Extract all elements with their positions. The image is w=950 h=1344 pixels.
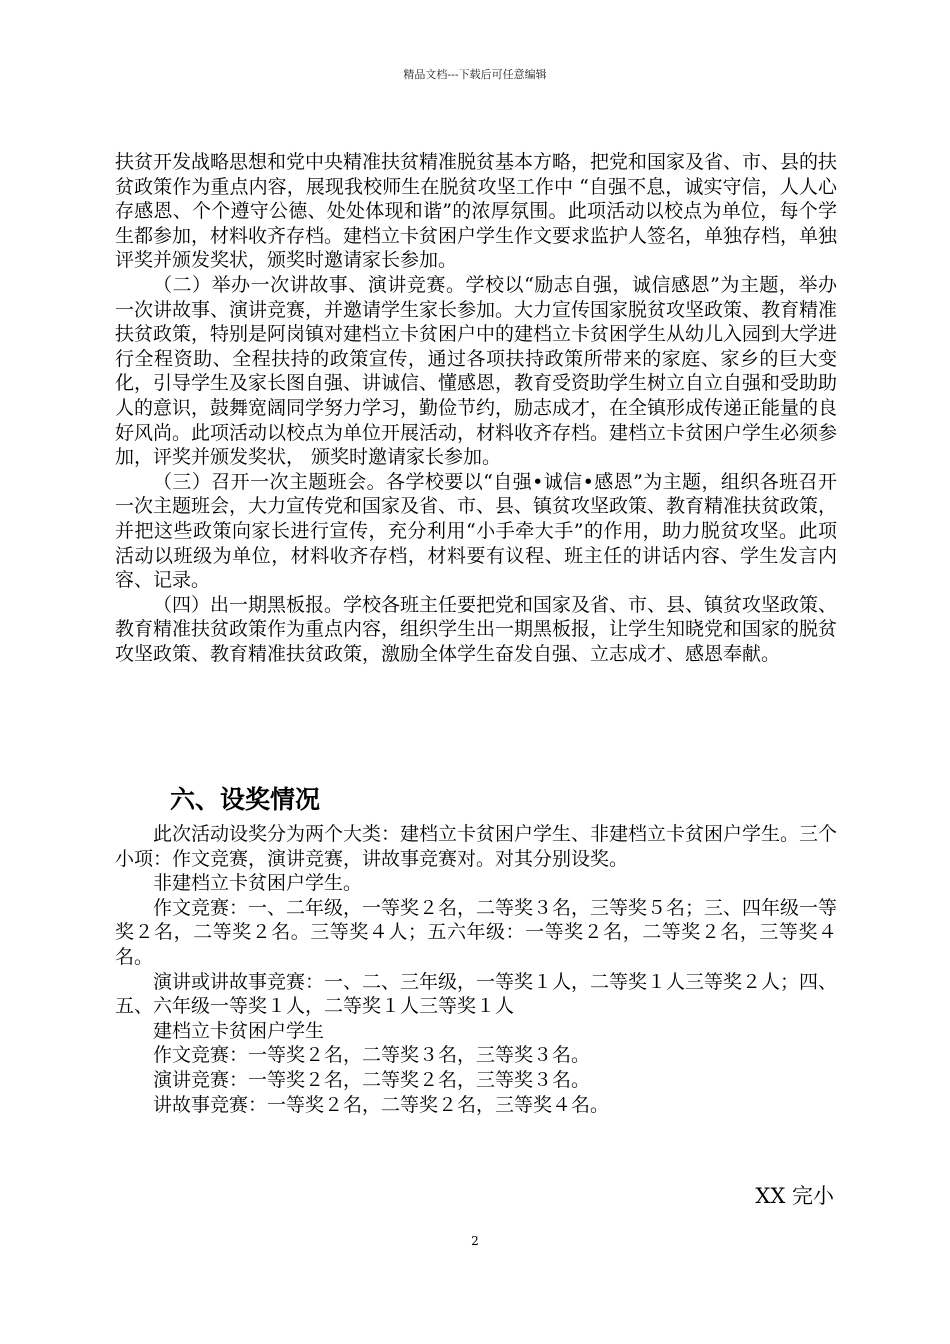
paragraph-registered-speech: 演讲竞赛：一等奖２名，二等奖２名，三等奖３名。	[153, 1068, 591, 1091]
paragraph-class-meeting: （三）召开一次主题班会。各学校要以“自强•诚信•感恩”为主题，组织各班召开一次主题班会，大力宣传党和国家及省、市、县、镇贫攻坚政策、教育精准扶贫政策，并把这些政策向家长进行宣传，充分利用“小手牵大手”的作用，助力脱贫攻坚。此项活动以班级为单位，材料收齐存档，材料要有议程、班主任的讲话内容、学生发言内容、记录。	[115, 470, 838, 592]
paragraph-registered-essay: 作文竞赛：一等奖２名，二等奖３名，三等奖３名。	[153, 1044, 591, 1067]
paragraph-non-registered: 非建档立卡贫困户学生。	[153, 872, 363, 895]
paragraph-essay-awards: 作文竞赛：一、二年级，一等奖２名，二等奖３名，三等奖５名；三、四年级一等奖２名，二等奖２名。三等奖４人；五六年级：一等奖２名，二等奖２名，三等奖４名。	[115, 896, 838, 968]
section-heading-awards: 六、设奖情况	[170, 785, 321, 814]
paragraph-storytelling-contest: （二）举办一次讲故事、演讲竞赛。学校以“励志自强，诚信感恩”为主题，举办一次讲故事、演讲竞赛，并邀请学生家长参加。大力宣传国家脱贫攻坚政策、教育精准扶贫政策，特别是阿岗镇对建档立卡贫困户中的建档立卡贫困学生从幼儿入园到大学进行全程资助、全程扶持的政策宣传，通过各项扶持政策所带来的家庭、家乡的巨大变化，引导学生及家长图自强、讲诚信、懂感恩，教育受资助学生树立自立自强和受助助人的意识，鼓舞宽阔同学努力学习，勤俭节约，励志成才，在全镇形成传递正能量的良好风尚。此项活动以校点为单位开展活动，材料收齐存档。建档立卡贫困户学生必须参加，评奖并颁发奖状， 颁奖时邀请家长参加。	[115, 273, 838, 469]
paragraph-award-categories: 此次活动设奖分为两个大类：建档立卡贫困户学生、非建档立卡贫困户学生。三个小项：作文竞赛，演讲竞赛，讲故事竞赛对。对其分别设奖。	[115, 823, 838, 870]
paragraph-blackboard: （四）出一期黑板报。学校各班主任要把党和国家及省、市、县、镇贫攻坚政策、教育精准扶贫政策作为重点内容，组织学生出一期黑板报，让学生知晓党和国家的脱贫攻坚政策、教育精准扶贫政策，激励全体学生奋发自强、立志成才、感恩奉献。	[115, 593, 838, 665]
paragraph-essay-continued: 扶贫开发战略思想和党中央精准扶贫精准脱贫基本方略，把党和国家及省、市、县的扶贫政策作为重点内容，展现我校师生在脱贫攻坚工作中 “自强不息，诚实守信，人人心存感恩、个个遵守公德、处处体现和谐”的浓厚氛围。此项活动以校点为单位，每个学生都参加，材料收齐存档。建档立卡贫困户学生作文要求监护人签名，单独存档，单独评奖并颁发奖状，颁奖时邀请家长参加。	[115, 151, 838, 272]
signature: XX 完小	[755, 1184, 834, 1208]
paragraph-speech-awards: 演讲或讲故事竞赛：一、二、三年级，一等奖１人，二等奖１人三等奖２人；四、五、六年级一等奖１人，二等奖１人三等奖１人	[115, 970, 838, 1018]
awards-section	[115, 822, 837, 1117]
paragraph-registered: 建档立卡贫困户学生	[153, 1019, 325, 1042]
page-number: 2	[471, 1234, 479, 1248]
page-header: 精品文档---下载后可任意编辑	[403, 68, 547, 81]
paragraph-registered-story: 讲故事竞赛：一等奖２名，二等奖２名，三等奖４名。	[153, 1093, 610, 1116]
activities-section	[115, 150, 837, 666]
